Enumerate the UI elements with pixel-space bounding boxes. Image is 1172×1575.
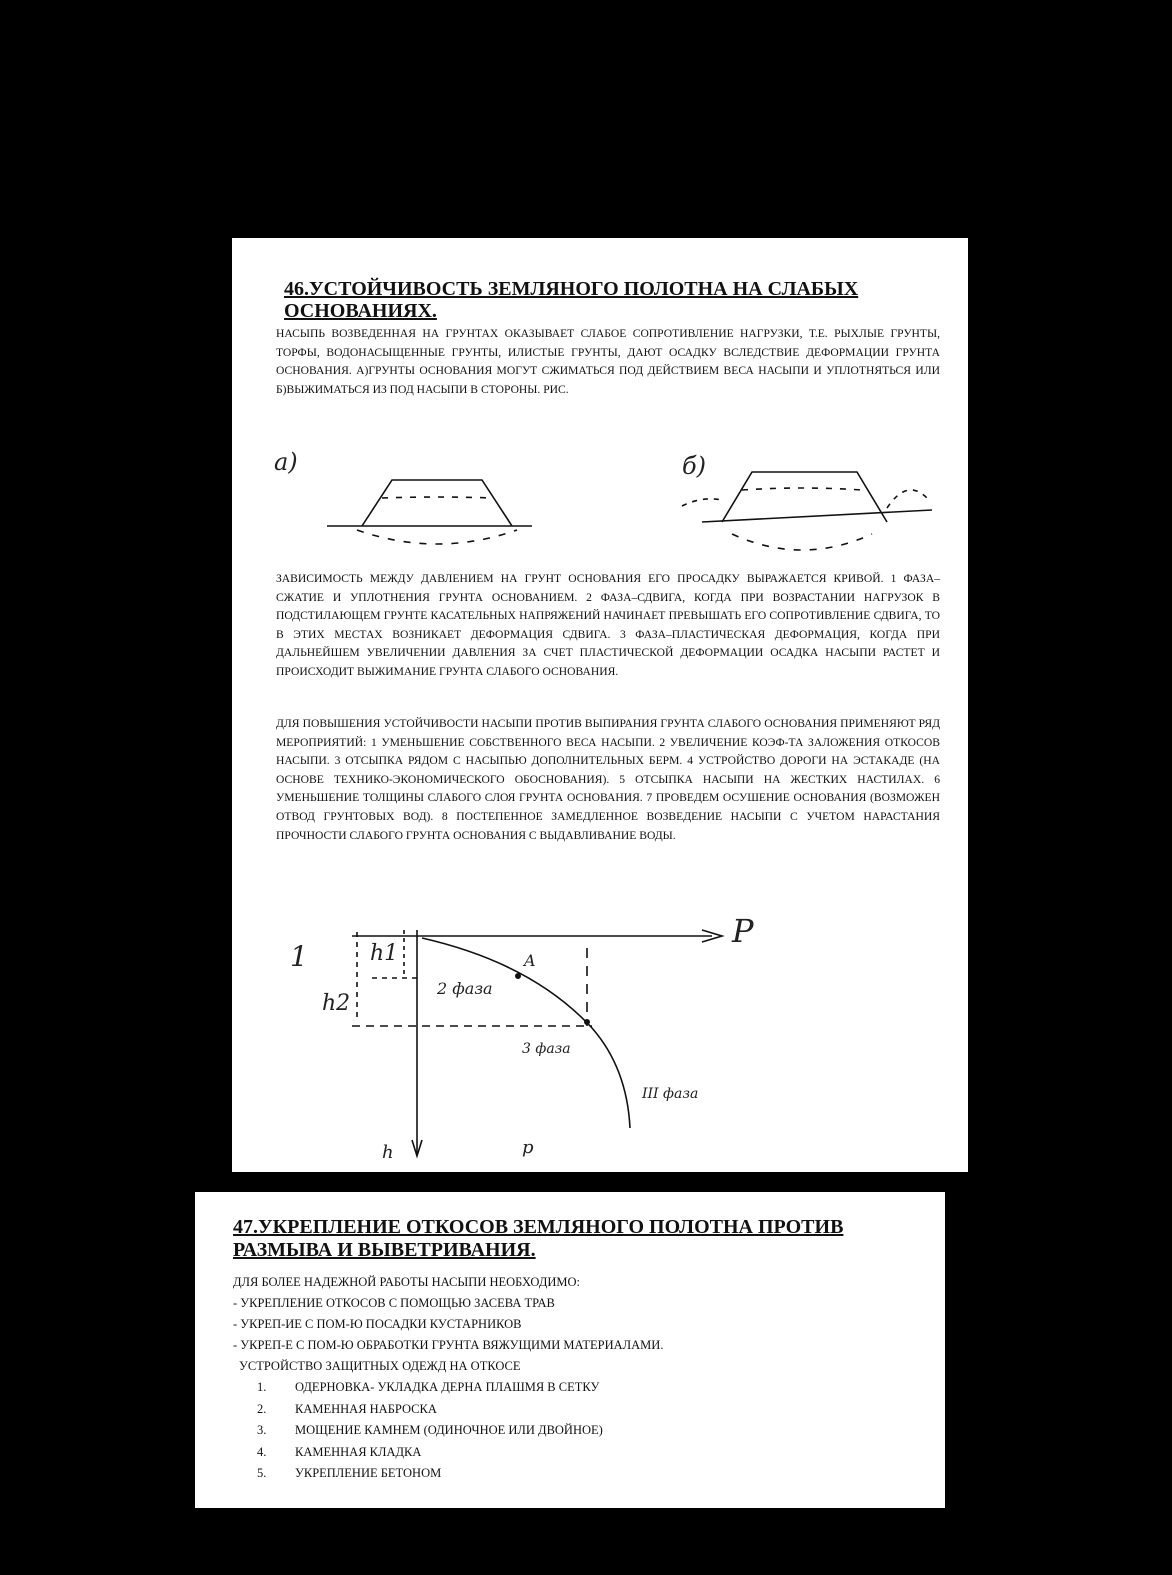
section-47-body <box>233 1272 933 1377</box>
section-47-subhead: УСТРОЙСТВО ЗАЩИТНЫХ ОДЕЖД НА ОТКОСЕ <box>239 1359 521 1373</box>
label-phase-3: 3 фаза <box>522 1041 571 1057</box>
figure-a-label: а) <box>274 448 298 476</box>
label-p: P <box>732 918 754 950</box>
section-47-title <box>233 1216 933 1262</box>
section-46-paragraph-2: ЗАВИСИМОСТЬ МЕЖДУ ДАВЛЕНИЕМ НА ГРУНТ ОСНОВАНИЯ ЕГО ПРОСАДКУ ВЫРАЖАЕТСЯ КРИВОЙ. 1 ФАЗА–СЖАТИЕ И УПЛОТНЕНИЯ ГРУНТА ОСНОВАНИЕМ. 2 ФАЗА–СДВИГА, КОГДА ПРИ ВОЗРАСТАНИИ НАГРУЗОК В ПОДСТИЛАЮЩЕМ ГРУНТЕ КАСАТЕЛЬНЫХ НАПРЯЖЕНИЙ НАЧИНАЕТ ПРЕВЫШАТЬ ЕГО СОПРОТИВЛЕНИЕ СДВИГА, ТО В ЭТИХ МЕСТАХ ВОЗНИКАЕТ ДЕФОРМАЦИЯ СДВИГА. 3 ФАЗА–ПЛАСТИЧЕСКАЯ ДЕФОРМАЦИЯ, КОГДА ПРИ ДАЛЬНЕЙШЕМ УВЕЛИЧЕНИИ ДАВЛЕНИЯ ЗА СЧЕТ ПЛАСТИЧЕСКОЙ ДЕФОРМАЦИИ ОСАДКА НАСЫПИ РАСТЕТ И ПРОИСХОДИТ ВЫЖИМАНИЕ ГРУНТА СЛАБОГО ОСНОВАНИЯ. <box>276 572 940 678</box>
embankment-figures <box>232 438 968 568</box>
section-46-paragraph-3: ДЛЯ ПОВЫШЕНИЯ УСТОЙЧИВОСТИ НАСЫПИ ПРОТИВ ВЫПИРАНИЯ ГРУНТА СЛАБОГО ОСНОВАНИЯ ПРИМЕНЯЮТ РЯД МЕРОПРИЯТИЙ: 1 УМЕНЬШЕНИЕ СОБСТВЕННОГО ВЕСА НАСЫПИ. 2 УВЕЛИЧЕНИЕ КОЭФ-ТА ЗАЛОЖЕНИЯ ОТКОСОВ НАСЫПИ. 3 ОТСЫПКА РЯДОМ С НАСЫПЬЮ ДОПОЛНИТЕЛЬНЫХ БЕРМ. 4 УСТРОЙСТВО ДОРОГИ НА ЭСТАКАДЕ (НА ОСНОВЕ ТЕХНИКО-ЭКОНОМИЧЕСКОГО ОБОСНОВАНИЯ). 5 ОТСЫПКА НАСЫПИ НА ЖЕСТКИХ НАСТИЛАХ. 6 УМЕНЬШЕНИЕ ТОЛЩИНЫ СЛАБОГО СЛОЯ ГРУНТА ОСНОВАНИЯ. 7 ПРОВЕДЕМ ОСУШЕНИЕ ОСНОВАНИЯ (ВОЗМОЖЕН ОТВОД ГРУНТОВЫХ ВОД). 8 ПОСТЕПЕННОЕ ЗАМЕДЛЕННОЕ ВОЗВЕДЕНИЕ НАСЫПИ С УЧЕТОМ НАРАСТАНИЯ ПРОЧНОСТИ СЛАБОГО ГРУНТА ОСНОВАНИЯ С ВЫДАВЛИВАНИЕ ВОДЫ. <box>276 717 940 842</box>
label-h: h <box>382 1142 394 1163</box>
settlement-graph <box>232 918 968 1168</box>
section-47-title-line-1: 47.УКРЕПЛЕНИЕ ОТКОСОВ ЗЕМЛЯНОГО ПОЛОТНА ПРОТИВ <box>233 1216 844 1238</box>
list-item: 1. ОДЕРНОВКА- УКЛАДКА ДЕРНА ПЛАШМЯ В СЕТКУ <box>257 1380 600 1394</box>
list-item: 3. МОЩЕНИЕ КАМНЕМ (ОДИНОЧНОЕ ИЛИ ДВОЙНОЕ) <box>257 1423 603 1437</box>
figure-a-embankment <box>327 480 532 544</box>
list-item: 5. УКРЕПЛЕНИЕ БЕТОНОМ <box>257 1466 442 1480</box>
bullet-item: - УКРЕПЛЕНИЕ ОТКОСОВ С ПОМОЩЬЮ ЗАСЕВА ТРАВ <box>233 1296 555 1310</box>
label-h2: h2 <box>322 991 351 1016</box>
section-47-intro: ДЛЯ БОЛЕЕ НАДЕЖНОЙ РАБОТЫ НАСЫПИ НЕОБХОДИМО: <box>233 1275 580 1289</box>
label-h1: h1 <box>370 941 399 966</box>
label-phase-last: III фаза <box>642 1086 699 1102</box>
label-phase-2: 2 фаза <box>437 979 493 998</box>
section-46-title: 46.УСТОЙЧИВОСТЬ ЗЕМЛЯНОГО ПОЛОТНА НА СЛАБЫХ ОСНОВАНИЯХ. <box>284 278 859 322</box>
bullet-item: - УКРЕП-ИЕ С ПОМ-Ю ПОСАДКИ КУСТАРНИКОВ <box>233 1317 522 1331</box>
page-section-46 <box>232 238 968 1172</box>
figure-b-embankment <box>682 472 932 550</box>
label-a: A <box>524 951 536 970</box>
protection-types-list <box>257 1377 603 1485</box>
figure-b-label: б) <box>682 452 707 480</box>
bullet-item: - УКРЕП-Е С ПОМ-Ю ОБРАБОТКИ ГРУНТА ВЯЖУЩИМИ МАТЕРИАЛАМИ. <box>233 1338 664 1352</box>
label-p-small: p <box>522 1137 534 1158</box>
section-46-paragraph-1: НАСЫПЬ ВОЗВЕДЕННАЯ НА ГРУНТАХ ОКАЗЫВАЕТ СЛАБОЕ СОПРОТИВЛЕНИЕ НАГРУЗКИ, Т.Е. РЫХЛЫЕ ГРУНТЫ, ТОРФЫ, ВОДОНАСЫЩЕННЫЕ ГРУНТЫ, ИЛИСТЫЕ ГРУНТЫ, ДАЮТ ОСАДКУ ВСЛЕДСТВИЕ ДЕФОРМАЦИИ ГРУНТА ОСНОВАНИЯ. А)ГРУНТЫ ОСНОВАНИЯ МОГУТ СЖИМАТЬСЯ ПОД ДЕЙСТВИЕМ ВЕСА НАСЫПИ И УПЛОТНЯТЬСЯ ИЛИ Б)ВЫЖИМАТЬСЯ ИЗ ПОД НАСЫПИ В СТОРОНЫ. РИС. <box>276 327 940 396</box>
label-1: 1 <box>290 940 308 973</box>
page-section-47 <box>195 1192 945 1508</box>
list-item: 4. КАМЕННАЯ КЛАДКА <box>257 1444 422 1459</box>
section-47-title-line-2: РАЗМЫВА И ВЫВЕТРИВАНИЯ. <box>233 1239 536 1261</box>
list-item: 2. КАМЕННАЯ НАБРОСКА <box>257 1401 437 1416</box>
